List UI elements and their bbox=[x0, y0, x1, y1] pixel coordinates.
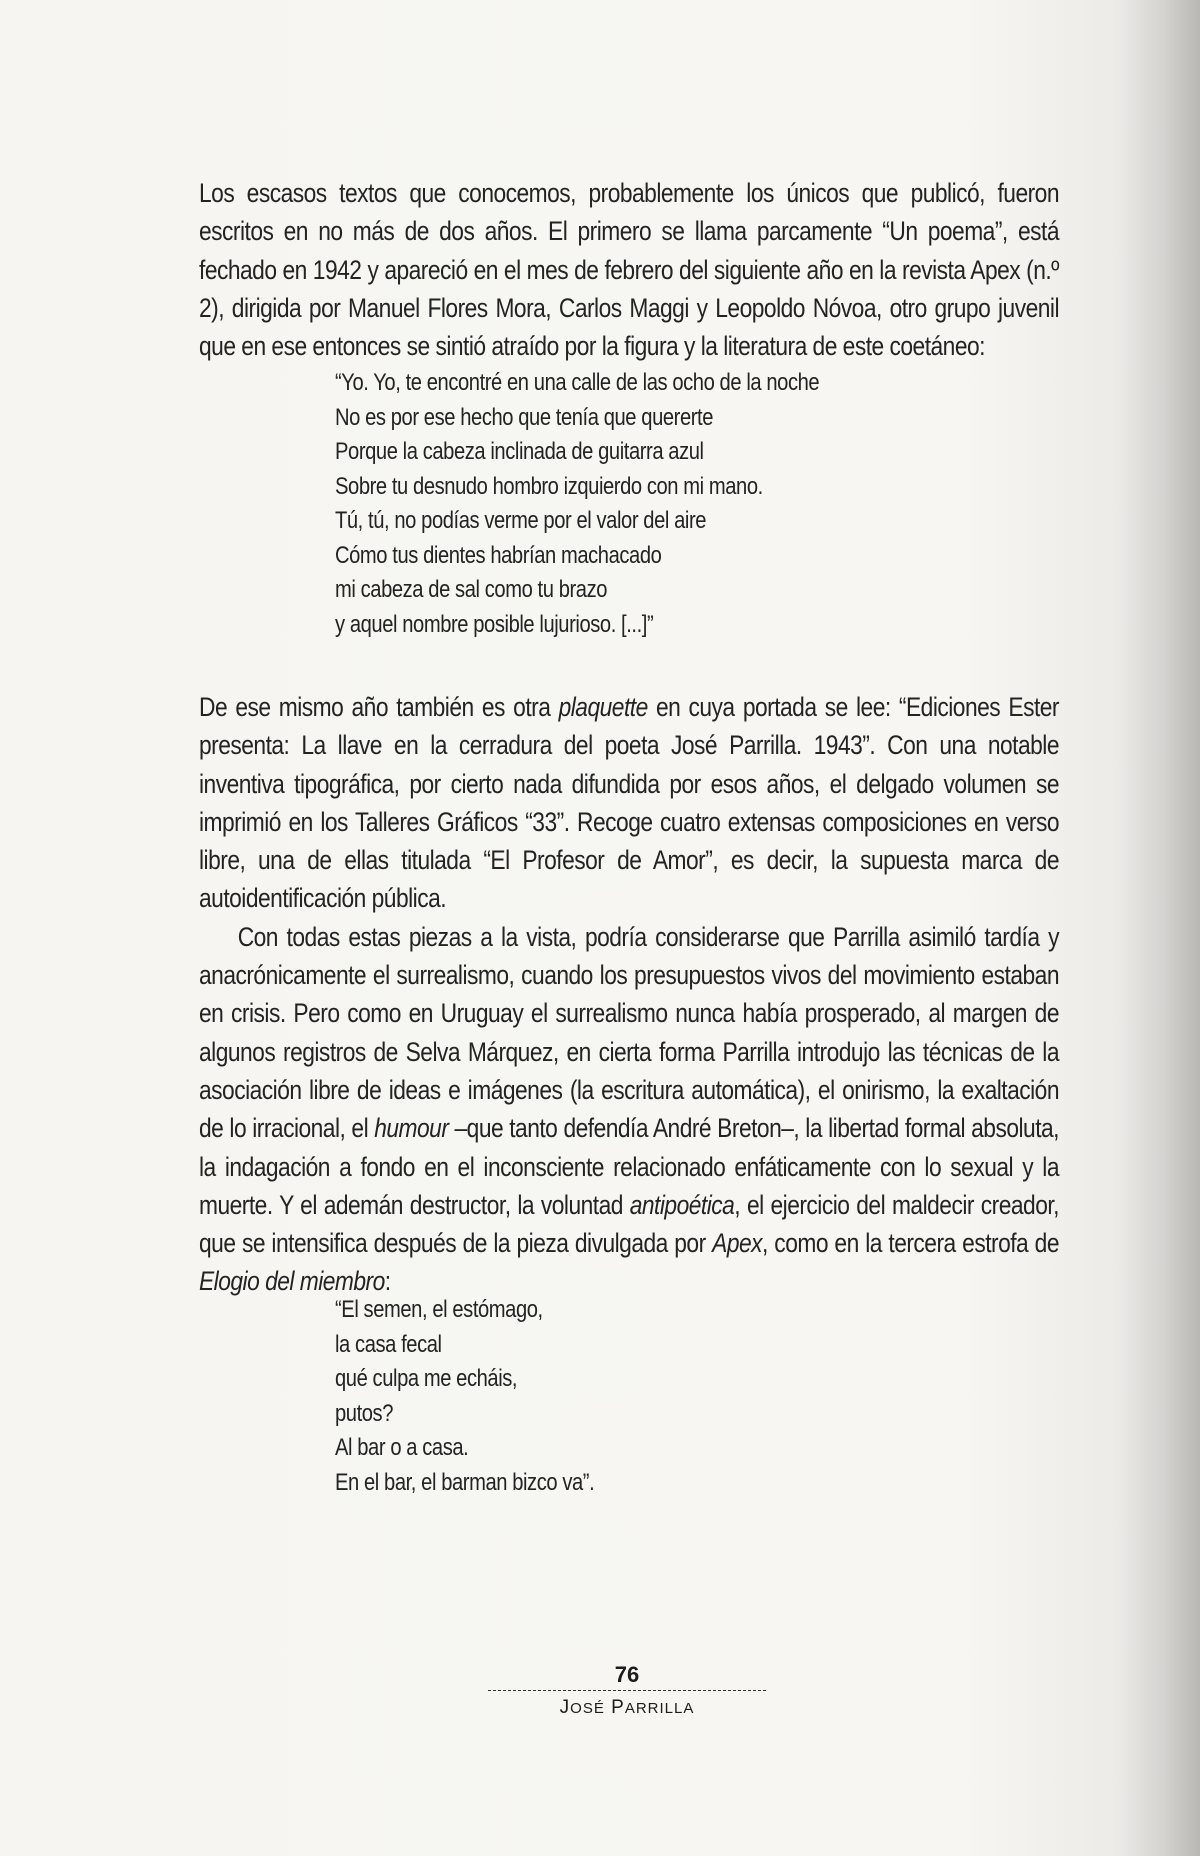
poem-line: “El semen, el estómago, bbox=[335, 1296, 543, 1323]
text-run: –que tanto defendía André Breton–, la libertad formal absoluta, la indagación a fondo en el inconsciente relacionado enfáticamente con lo sexual y la muerte. Y el ademán destructor, la voluntad bbox=[199, 1113, 1059, 1220]
author-smallcaps: OSÉ bbox=[570, 1700, 605, 1717]
text-run: Con todas estas piezas a la vista, podría considerarse que Parrilla asimiló tardía y anacrónicamente el surrealismo, cuando los presupuestos vivos del movimiento estaban en crisis. Pero como en Uruguay el surrealismo nunca había prosperado, al margen de algunos registros de Selva Márquez, en cierta forma Parrilla introdujo las técnicas de la asociación libre de ideas e imágenes (la escritura automática), el onirismo, la exaltación de lo irracional, el bbox=[199, 921, 1059, 1144]
poem-line: No es por ese hecho que tenía que quererte bbox=[335, 403, 713, 431]
italic-run: Apex bbox=[712, 1228, 763, 1259]
poem-line: mi cabeza de sal como tu brazo bbox=[335, 576, 608, 603]
running-author bbox=[488, 1697, 766, 1719]
poem-line: y aquel nombre posible lujurioso. [...]” bbox=[335, 610, 654, 638]
poem-line: Al bar o a casa. bbox=[335, 1434, 469, 1462]
text-run: De ese mismo año también es otra bbox=[199, 692, 559, 722]
poem-line: En el bar, el barman bizco va”. bbox=[335, 1468, 595, 1496]
text-run: , el ejercicio del maldecir creador, que se intensifica después de la pieza divulgada por bbox=[199, 1189, 1059, 1259]
text-run: : bbox=[384, 1266, 391, 1297]
paragraph-plaquette bbox=[199, 688, 1059, 918]
page-number: 76 bbox=[614, 1662, 640, 1687]
poem-line: la casa fecal bbox=[335, 1330, 442, 1358]
footer-divider bbox=[488, 1690, 766, 1691]
page-footer bbox=[488, 1662, 766, 1719]
poem-line: qué culpa me echáis, bbox=[335, 1365, 518, 1393]
italic-run: antipoética bbox=[629, 1189, 735, 1220]
poem-line: “Yo. Yo, te encontré en una calle de las ocho de la noche bbox=[335, 369, 820, 396]
author-initial: J bbox=[559, 1697, 571, 1718]
italic-run: plaquette bbox=[558, 692, 648, 722]
paragraph-1-text: Los escasos textos que conocemos, probablemente los únicos que publicó, fueron escritos en no más de dos años. El primero se llama parcamente “Un poema”, está fechado en 1942 y apareció en el mes de febrero del siguiente año en la revista Apex (n.º 2), dirigida por Manuel Flores Mora, Carlos Maggi y Leopoldo Nóvoa, otro grupo juvenil que en ese entonces se sintió atraído por la figura y la literatura de este coetáneo: bbox=[199, 178, 1059, 362]
italic-run: Elogio del miembro bbox=[199, 1266, 385, 1297]
author-initial: P bbox=[611, 1697, 625, 1718]
poem-line: Sobre tu desnudo hombro izquierdo con mi mano. bbox=[335, 472, 763, 500]
poem-un-poema bbox=[335, 366, 819, 642]
italic-run: humour bbox=[374, 1113, 449, 1144]
text-run: , como en la tercera estrofa de bbox=[762, 1228, 1060, 1259]
paragraphs-body bbox=[199, 688, 1059, 1301]
paragraph-surrealismo bbox=[199, 918, 1059, 1301]
paragraph-intro bbox=[199, 174, 1059, 365]
text-run: en cuya portada se lee: “Ediciones Ester presenta: La llave en la cerradura del poeta José Parrilla. 1943”. Con una notable inventiva tipográfica, por cierto nada difundida por esos años, el delgado volumen se imprimió en los Talleres Gráficos “33”. Recoge cuatro extensas composiciones en verso libre, una de ellas titulada “El Profesor de Amor”, es decir, la supuesta marca de autoidentificación pública. bbox=[199, 692, 1059, 914]
author-smallcaps: ARRILLA bbox=[624, 1700, 695, 1717]
poem-line: putos? bbox=[335, 1399, 394, 1427]
poem-elogio-del-miembro bbox=[335, 1293, 594, 1501]
poem-line: Tú, tú, no podías verme por el valor del aire bbox=[335, 507, 707, 534]
poem-line: Cómo tus dientes habrían machacado bbox=[335, 541, 662, 569]
poem-line: Porque la cabeza inclinada de guitarra azul bbox=[335, 438, 704, 465]
